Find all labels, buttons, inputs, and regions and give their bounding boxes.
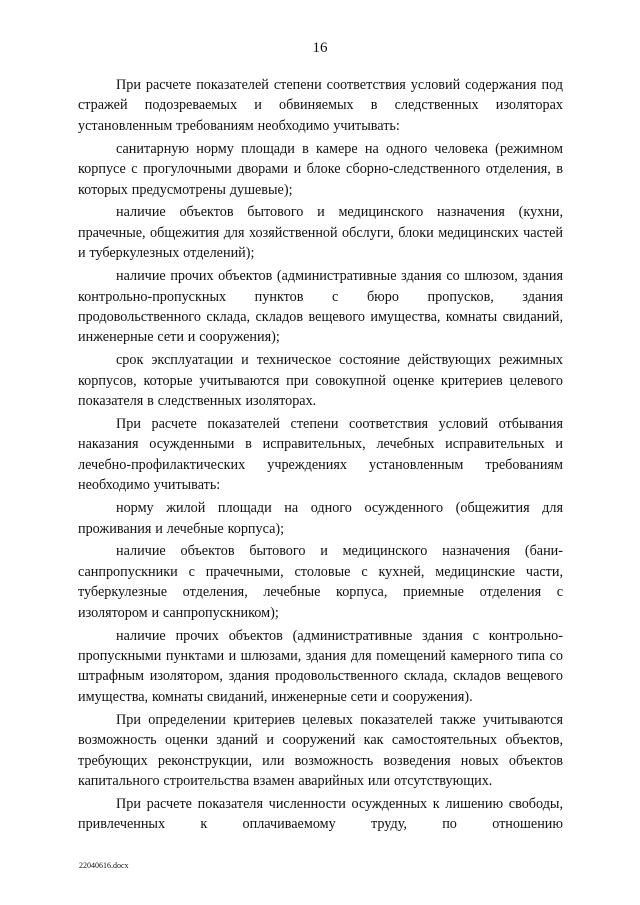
paragraph: При расчете показателя численности осужденных к лишению свободы, привлеченных к оплачиваемому труду, по отношению <box>78 795 563 833</box>
paragraph: наличие объектов бытового и медицинского назначения (кухни, прачечные, общежития для хозяйственной обслуги, блоки медицинских частей и туберкулезных отделений); <box>78 204 563 262</box>
paragraph: норму жилой площади на одного осужденного (общежития для проживания и лечебные корпуса); <box>78 500 563 537</box>
paragraph: наличие прочих объектов (административные здания со шлюзом, здания контрольно-пропускных пунктов с бюро пропусков, здания продовольственного склада, складов вещевого имущества, комнаты свиданий, инженерные сети и сооружения); <box>78 268 563 346</box>
page-number: 16 <box>312 40 328 56</box>
paragraph: При расчете показателей степени соответствия условий содержания под стражей подозреваемых и обвиняемых в следственных изоляторах установленным требованиям необходимо учитывать: <box>78 77 563 134</box>
paragraph: наличие прочих объектов (административные здания с контрольно-пропускными пунктами и шлюзами, здания для помещений камерного типа со штрафным изолятором, здания продовольственного склада, складов вещевого имущества, комнаты свиданий, инженерные сети и сооружения). <box>78 627 563 705</box>
paragraph: срок эксплуатации и техническое состояние действующих режимных корпусов, которые учитываются при совокупной оценке критериев целевого показателя в следственных изоляторах. <box>78 352 563 410</box>
document-body <box>78 75 563 837</box>
paragraph: При определении критериев целевых показателей также учитываются возможность оценки зданий и сооружений как самостоятельных объектов, требующих реконструкции, или возможность возведения новых объектов капитального строительства взамен аварийных или отсутствующих. <box>78 711 563 789</box>
paragraph: При расчете показателей степени соответствия условий отбывания наказания осужденными в исправительных, лечебных исправительных и лечебно-профилактических учреждениях установленным требованиям необходимо учитывать: <box>78 416 563 494</box>
paragraph: наличие объектов бытового и медицинского назначения (бани-санпропускники с прачечными, столовые с кухней, медицинские части, туберкулезные отделения, лечебные корпуса, приемные отделения с изолятором и санпропускником); <box>78 543 563 621</box>
paragraph: санитарную норму площади в камере на одного человека (режимном корпусе с прогулочными дворами и блоке сборно-следственного отделения, в которых предусмотрены душевые); <box>78 140 563 198</box>
file-name-footer: 22040616.docx <box>79 861 129 870</box>
